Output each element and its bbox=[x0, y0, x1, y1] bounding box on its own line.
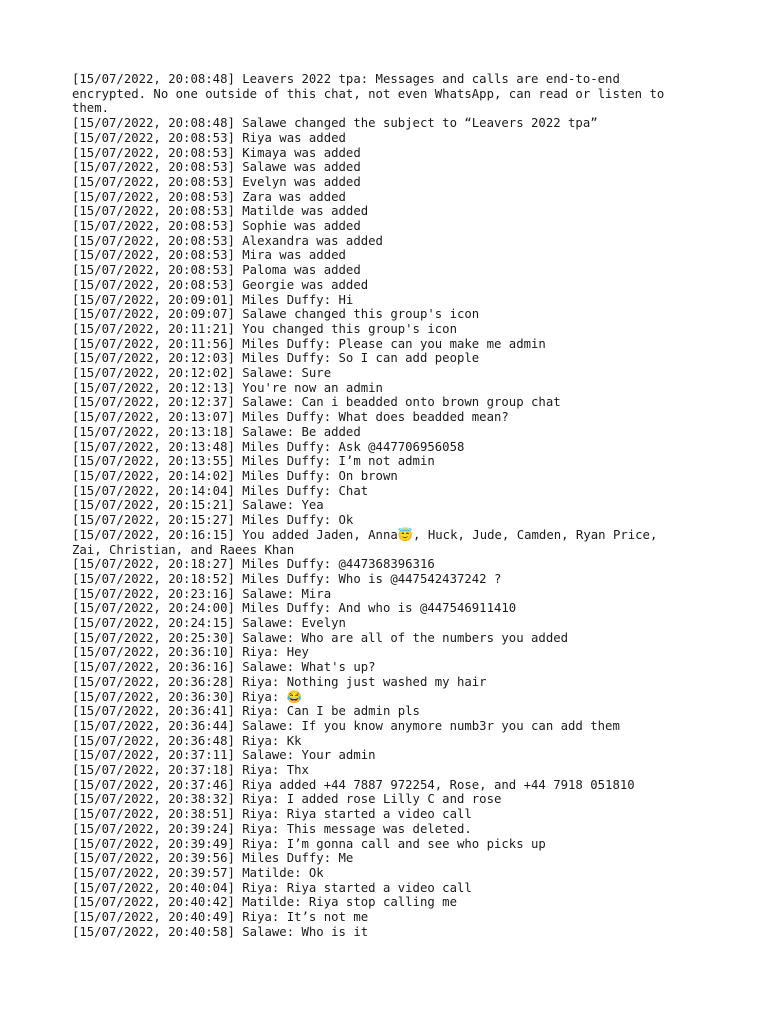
chat-line: [15/07/2022, 20:08:53] Riya was added bbox=[72, 130, 346, 145]
chat-line: [15/07/2022, 20:15:21] Salawe: Yea bbox=[72, 498, 324, 513]
chat-line: [15/07/2022, 20:36:28] Riya: Nothing just washed my hair bbox=[72, 674, 487, 689]
chat-line: [15/07/2022, 20:08:53] Evelyn was added bbox=[72, 174, 361, 189]
chat-line: [15/07/2022, 20:08:53] Paloma was added bbox=[72, 263, 361, 278]
chat-line: [15/07/2022, 20:37:18] Riya: Thx bbox=[72, 763, 309, 778]
chat-line: [15/07/2022, 20:09:01] Miles Duffy: Hi bbox=[72, 292, 354, 307]
chat-line: [15/07/2022, 20:08:53] Mira was added bbox=[72, 248, 346, 263]
chat-line: [15/07/2022, 20:14:02] Miles Duffy: On brown bbox=[72, 468, 398, 483]
chat-line: [15/07/2022, 20:38:32] Riya: I added rose Lilly C and rose bbox=[72, 792, 502, 807]
chat-line: [15/07/2022, 20:12:37] Salawe: Can i beadded onto brown group chat bbox=[72, 395, 561, 410]
chat-line: [15/07/2022, 20:08:53] Georgie was added bbox=[72, 277, 369, 292]
chat-line: [15/07/2022, 20:14:04] Miles Duffy: Chat bbox=[72, 483, 369, 498]
chat-line: [15/07/2022, 20:13:18] Salawe: Be added bbox=[72, 424, 361, 439]
chat-line: [15/07/2022, 20:36:48] Riya: Kk bbox=[72, 733, 302, 748]
chat-line: [15/07/2022, 20:24:00] Miles Duffy: And who is @447546911410 bbox=[72, 601, 517, 616]
chat-line: [15/07/2022, 20:36:10] Riya: Hey bbox=[72, 645, 309, 660]
chat-line: [15/07/2022, 20:08:53] Zara was added bbox=[72, 189, 346, 204]
chat-line: [15/07/2022, 20:40:04] Riya: Riya started a video call bbox=[72, 880, 472, 895]
chat-line: [15/07/2022, 20:37:11] Salawe: Your admin bbox=[72, 748, 376, 763]
chat-line: [15/07/2022, 20:38:51] Riya: Riya started a video call bbox=[72, 807, 472, 822]
chat-line: [15/07/2022, 20:11:56] Miles Duffy: Please can you make me admin bbox=[72, 336, 546, 351]
chat-line: [15/07/2022, 20:08:53] Salawe was added bbox=[72, 160, 361, 175]
chat-line: [15/07/2022, 20:40:58] Salawe: Who is it bbox=[72, 924, 369, 939]
chat-line: [15/07/2022, 20:15:27] Miles Duffy: Ok bbox=[72, 513, 354, 528]
chat-line: [15/07/2022, 20:12:03] Miles Duffy: So I can add people bbox=[72, 351, 480, 366]
chat-line: [15/07/2022, 20:39:24] Riya: This message was deleted. bbox=[72, 821, 472, 836]
chat-line: [15/07/2022, 20:08:53] Alexandra was added bbox=[72, 233, 383, 248]
chat-line: [15/07/2022, 20:08:53] Sophie was added bbox=[72, 219, 361, 234]
chat-line: [15/07/2022, 20:13:48] Miles Duffy: Ask @447706956058 bbox=[72, 439, 465, 454]
chat-line: [15/07/2022, 20:36:16] Salawe: What's up? bbox=[72, 660, 376, 675]
chat-line: [15/07/2022, 20:25:30] Salawe: Who are all of the numbers you added bbox=[72, 630, 569, 645]
chat-line: [15/07/2022, 20:23:16] Salawe: Mira bbox=[72, 586, 332, 601]
chat-line: [15/07/2022, 20:12:13] You're now an admin bbox=[72, 380, 383, 395]
chat-line: [15/07/2022, 20:09:07] Salawe changed this group's icon bbox=[72, 307, 480, 322]
chat-line: [15/07/2022, 20:12:02] Salawe: Sure bbox=[72, 366, 332, 381]
chat-line: [15/07/2022, 20:11:21] You changed this group's icon bbox=[72, 321, 457, 336]
chat-line: [15/07/2022, 20:39:56] Miles Duffy: Me bbox=[72, 851, 354, 866]
chat-line: [15/07/2022, 20:36:41] Riya: Can I be admin pls bbox=[72, 704, 420, 719]
chat-line: [15/07/2022, 20:08:48] Salawe changed the subject to “Leavers 2022 tpa” bbox=[72, 116, 598, 131]
chat-transcript bbox=[72, 72, 690, 939]
chat-line: [15/07/2022, 20:24:15] Salawe: Evelyn bbox=[72, 616, 346, 631]
chat-line: [15/07/2022, 20:40:49] Riya: It’s not me bbox=[72, 910, 369, 925]
chat-line: [15/07/2022, 20:18:52] Miles Duffy: Who is @447542437242 ? bbox=[72, 571, 502, 586]
chat-line: [15/07/2022, 20:13:55] Miles Duffy: I’m not admin bbox=[72, 454, 435, 469]
chat-line: [15/07/2022, 20:36:30] Riya: 😂 bbox=[72, 689, 303, 704]
chat-line: [15/07/2022, 20:18:27] Miles Duffy: @447368396316 bbox=[72, 557, 435, 572]
chat-line: [15/07/2022, 20:13:07] Miles Duffy: What does beadded mean? bbox=[72, 410, 509, 425]
chat-line: [15/07/2022, 20:08:53] Kimaya was added bbox=[72, 145, 361, 160]
chat-line: [15/07/2022, 20:39:49] Riya: I’m gonna call and see who picks up bbox=[72, 836, 546, 851]
chat-line: [15/07/2022, 20:08:48] Leavers 2022 tpa: Messages and calls are end-to-end encrypted. No one outside of this chat, not even WhatsApp, can read or listen to them. bbox=[72, 72, 672, 116]
chat-line: [15/07/2022, 20:40:42] Matilde: Riya stop calling me bbox=[72, 895, 457, 910]
chat-line: [15/07/2022, 20:36:44] Salawe: If you know anymore numb3r you can add them bbox=[72, 718, 620, 733]
chat-line: [15/07/2022, 20:39:57] Matilde: Ok bbox=[72, 865, 324, 880]
chat-line: [15/07/2022, 20:16:15] You added Jaden, Anna😇, Huck, Jude, Camden, Ryan Price, Zai, Christian, and Raees Khan bbox=[72, 527, 665, 557]
chat-line: [15/07/2022, 20:08:53] Matilde was added bbox=[72, 204, 369, 219]
chat-line: [15/07/2022, 20:37:46] Riya added +44 7887 972254, Rose, and +44 7918 051810 bbox=[72, 777, 635, 792]
